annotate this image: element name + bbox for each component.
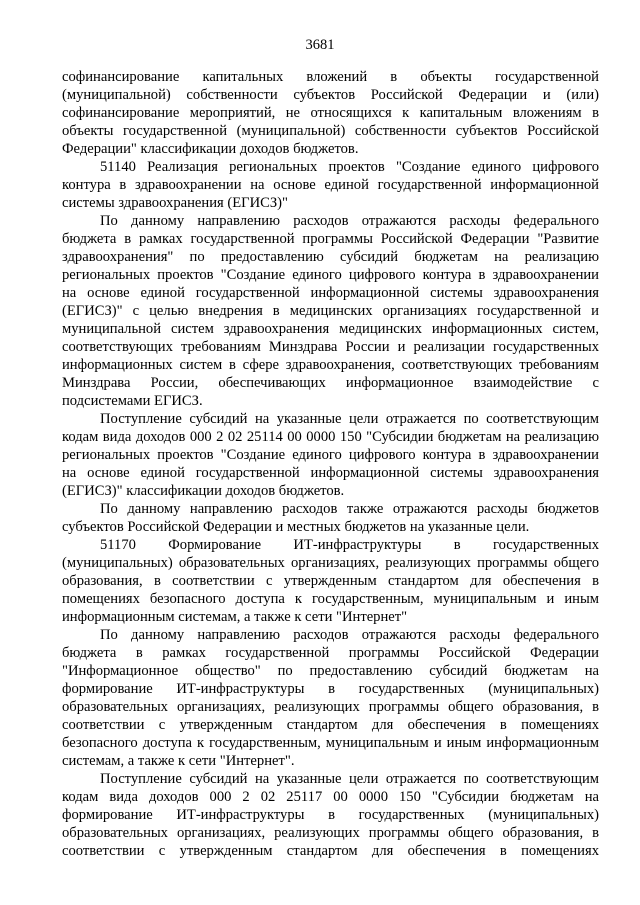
text-line: кодам вида доходов 000 2 02 25117 00 0000 150 "Субсидии бюджетам на (62, 789, 599, 805)
paragraph-first-line: По данному направлению расходов отражаются расходы федерального (100, 627, 599, 643)
text-line: "Информационное общество" по предоставлению субсидий бюджетам на (62, 663, 599, 679)
text-line: безопасного доступа к государственным, муниципальным и иным информационным (62, 735, 599, 751)
text-line: подсистемами ЕГИСЗ. (62, 393, 203, 409)
text-line: формирование ИТ-инфраструктуры в государственных (муниципальных) (62, 681, 599, 697)
paragraph-first-line: По данному направлению расходов отражаются расходы федерального (100, 213, 599, 229)
text-line: контура в здравоохранении на основе единой государственной информационной (62, 177, 599, 193)
text-line: соответствующих требованиям Минздрава России и реализации государственных (62, 339, 599, 355)
text-line: софинансирование мероприятий, не относящихся к капитальным вложениям в (62, 105, 599, 121)
text-line: (ЕГИСЗ)" классификации доходов бюджетов. (62, 483, 345, 499)
page-number: 3681 (305, 37, 335, 53)
text-line: системы здравоохранения (ЕГИСЗ)" (62, 195, 288, 211)
paragraph-first-line: 51140 Реализация региональных проектов "Создание единого цифрового (100, 159, 599, 175)
text-line: здравоохранения" по предоставлению субсидий бюджетам на реализацию (62, 249, 599, 265)
text-line: (муниципальной) собственности субъектов Российской Федерации и (или) (62, 87, 599, 103)
paragraph-first-line: По данному направлению расходов также отражаются расходы бюджетов (100, 501, 599, 517)
text-line: соответствии с утвержденным стандартом для обеспечения в помещениях (62, 717, 599, 733)
text-line: региональных проектов "Создание единого цифрового контура в здравоохранении (62, 447, 599, 463)
text-line: формирование ИТ-инфраструктуры в государственных (муниципальных) (62, 807, 599, 823)
text-line: помещениях безопасного доступа к государственным, муниципальным и иным (62, 591, 599, 607)
paragraph-first-line: Поступление субсидий на указанные цели отражается по соответствующим (100, 411, 599, 427)
paragraph-first-line: Поступление субсидий на указанные цели отражается по соответствующим (100, 771, 599, 787)
text-line: системам, а также к сети "Интернет". (62, 753, 295, 769)
text-line: образовательных организациях, реализующих программы общего образования, в (62, 825, 599, 841)
text-line: на основе единой государственной информационной системы здравоохранения (62, 465, 599, 481)
text-line: на основе единой государственной информационной системы здравоохранения (62, 285, 599, 301)
text-line: бюджета в рамках государственной программы Российской Федерации "Развитие (62, 231, 599, 247)
text-line: Федерации" классификации доходов бюджетов. (62, 141, 359, 157)
text-line: образования, в соответствии с утвержденным стандартом для обеспечения в (62, 573, 599, 589)
text-line: субъектов Российской Федерации и местных бюджетов на указанные цели. (62, 519, 530, 535)
text-line: Минздрава России, обеспечивающих информационное взаимодействие с (62, 375, 599, 391)
text-line: (ЕГИСЗ)" с целью внедрения в медицинских организациях государственной и (62, 303, 599, 319)
document-body (62, 68, 599, 860)
text-line: региональных проектов "Создание единого цифрового контура в здравоохранении (62, 267, 599, 283)
text-line: информационным системам, а также к сети "Интернет" (62, 609, 408, 625)
text-line: объекты государственной (муниципальной) собственности субъектов Российской (62, 123, 599, 139)
text-line: бюджета в рамках государственной программы Российской Федерации (62, 645, 599, 661)
text-line: софинансирование капитальных вложений в объекты государственной (62, 69, 599, 85)
text-line: соответствии с утвержденным стандартом для обеспечения в помещениях (62, 843, 599, 859)
paragraph-first-line: 51170 Формирование ИТ-инфраструктуры в государственных (100, 537, 599, 553)
text-line: (муниципальных) образовательных организациях, реализующих программы общего (62, 555, 599, 571)
text-line: кодам вида доходов 000 2 02 25114 00 0000 150 "Субсидии бюджетам на реализацию (62, 429, 599, 445)
text-line: информационных систем в сфере здравоохранения, соответствующих требованиям (62, 357, 599, 373)
text-line: образовательных организациях, реализующих программы общего образования, в (62, 699, 599, 715)
text-line: муниципальной систем здравоохранения медицинских информационных систем, (62, 321, 599, 337)
